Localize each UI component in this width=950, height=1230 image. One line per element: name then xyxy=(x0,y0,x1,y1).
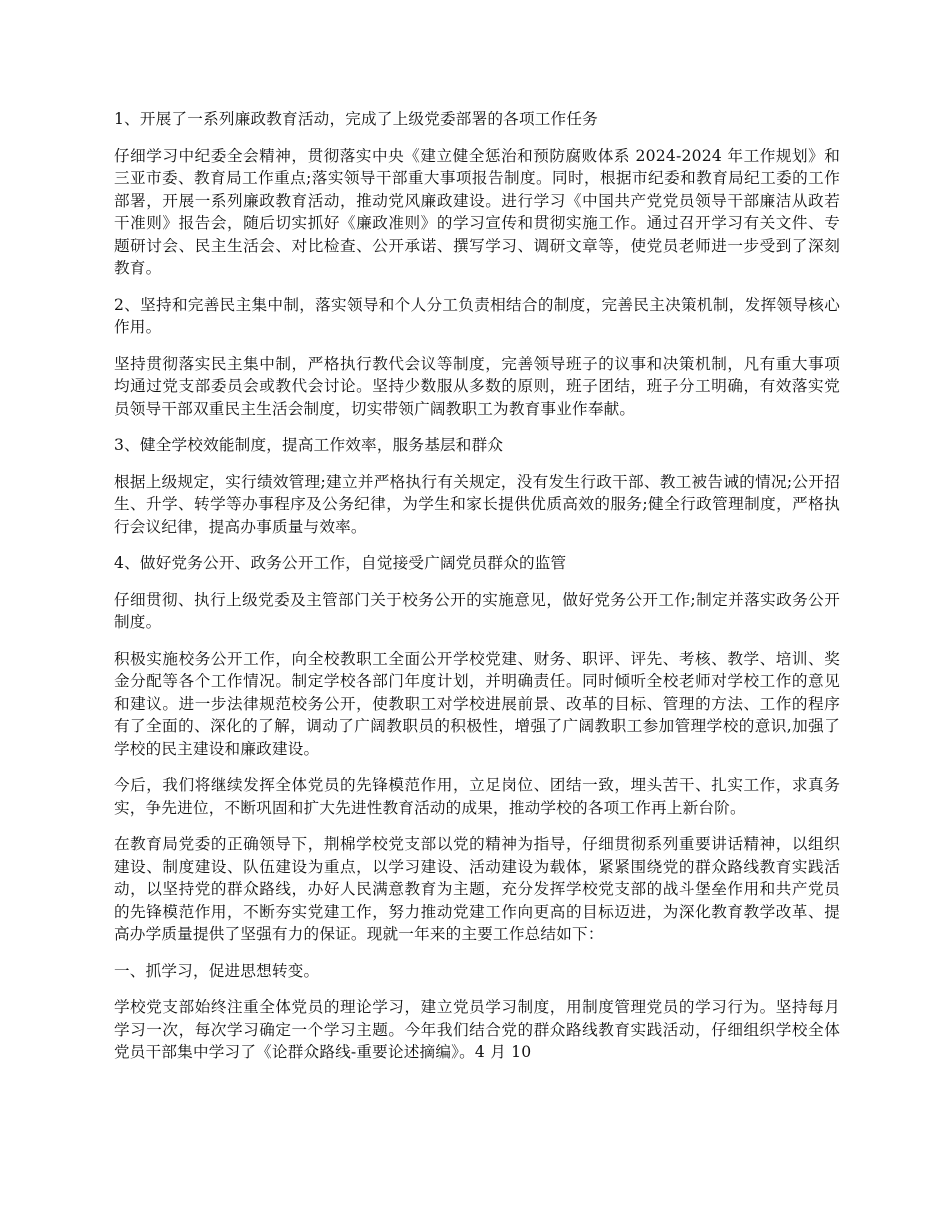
body-paragraph: 仔细贯彻、执行上级党委及主管部门关于校务公开的实施意见，做好党务公开工作;制定并落实政务公开制度。 xyxy=(114,590,840,631)
section-heading-2: 2、坚持和完善民主集中制，落实领导和个人分工负责相结合的制度，完善民主决策机制，发挥领导核心作用。 xyxy=(114,295,840,336)
section-heading-3: 3、健全学校效能制度，提高工作效率，服务基层和群众 xyxy=(114,436,504,454)
body-paragraph: 坚持贯彻落实民主集中制，严格执行教代会议等制度，完善领导班子的议事和决策机制，凡有重大事项均通过党支部委员会或教代会讨论。坚持少数服从多数的原则，班子团结，班子分工明确，有效落实党员领导干部双重民主生活会制度，切实带领广阔教职工为教育事业作奉献。 xyxy=(114,354,840,418)
section-heading-4: 4、做好党务公开、政务公开工作，自觉接受广阔党员群众的监管 xyxy=(114,554,567,572)
body-paragraph: 仔细学习中纪委全会精神，贯彻落实中央《建立健全惩治和预防腐败体系 2024-2024 年工作规划》和三亚市委、教育局工作重点;落实领导干部重大事项报告制度。同时，根据市纪委和教育局纪工委的工作部署，开展一系列廉政教育活动，推动党风廉政建设。进行学习《中国共产党党员领导干部廉洁从政若干准则》报告会，随后切实抓好《廉政准则》的学习宣传和贯彻实施工作。通过召开学习有关文件、专题研讨会、民主生活会、对比检查、公开承诺、撰写学习、调研文章等，使党员老师进一步受到了深刻教育。 xyxy=(114,146,840,277)
body-paragraph: 积极实施校务公开工作，向全校教职工全面公开学校党建、财务、职评、评先、考核、教学、培训、奖金分配等各个工作情况。制定学校各部门年度计划，并明确责任。同时倾听全校老师对学校工作的意见和建议。进一步法律规范校务公开，使教职工对学校进展前景、改革的目标、管理的方法、工作的程序有了全面的、深化的了解，调动了广阔教职员的积极性，增强了广阔教职工参加管理学校的意识,加强了学校的民主建设和廉政建设。 xyxy=(114,649,840,758)
body-paragraph: 在教育局党委的正确领导下，荆棉学校党支部以党的精神为指导，仔细贯彻系列重要讲话精神，以组织建设、制度建设、队伍建设为重点，以学习建设、活动建设为载体，紧紧围绕党的群众路线教育实践活动，以坚持党的群众路线，办好人民满意教育为主题，充分发挥学校党支部的战斗堡垒作用和共产党员的先锋模范作用，不断夯实党建工作，努力推动党建工作向更高的目标迈进，为深化教育教学改革、提高办学质量提供了坚强有力的保证。现就一年来的主要工作总结如下： xyxy=(114,835,840,943)
section-heading-1: 1、开展了一系列廉政教育活动，完成了上级党委部署的各项工作任务 xyxy=(114,110,598,128)
body-paragraph: 今后，我们将继续发挥全体党员的先锋模范作用，立足岗位、团结一致，埋头苦干、扎实工作，求真务实，争先进位，不断巩固和扩大先进性教育活动的成果，推动学校的各项工作再上新台阶。 xyxy=(114,776,840,817)
section-heading-part-1: 一、抓学习，促进思想转变。 xyxy=(114,961,320,980)
body-paragraph: 学校党支部始终注重全体党员的理论学习，建立党员学习制度，用制度管理党员的学习行为。坚持每月学习一次，每次学习确定一个学习主题。今年我们结合党的群众路线教育实践活动，仔细组织学校全体党员干部集中学习了《论群众路线-重要论述摘编》。4 月 10 xyxy=(114,998,840,1061)
document-page xyxy=(114,108,840,1078)
body-paragraph: 根据上级规定，实行绩效管理;建立并严格执行有关规定，没有发生行政干部、教工被告诫的情况;公开招生、升学、转学等办事程序及公务纪律，为学生和家长提供优质高效的服务;健全行政管理制度，严格执行会议纪律，提高办事质量与效率。 xyxy=(114,472,840,536)
